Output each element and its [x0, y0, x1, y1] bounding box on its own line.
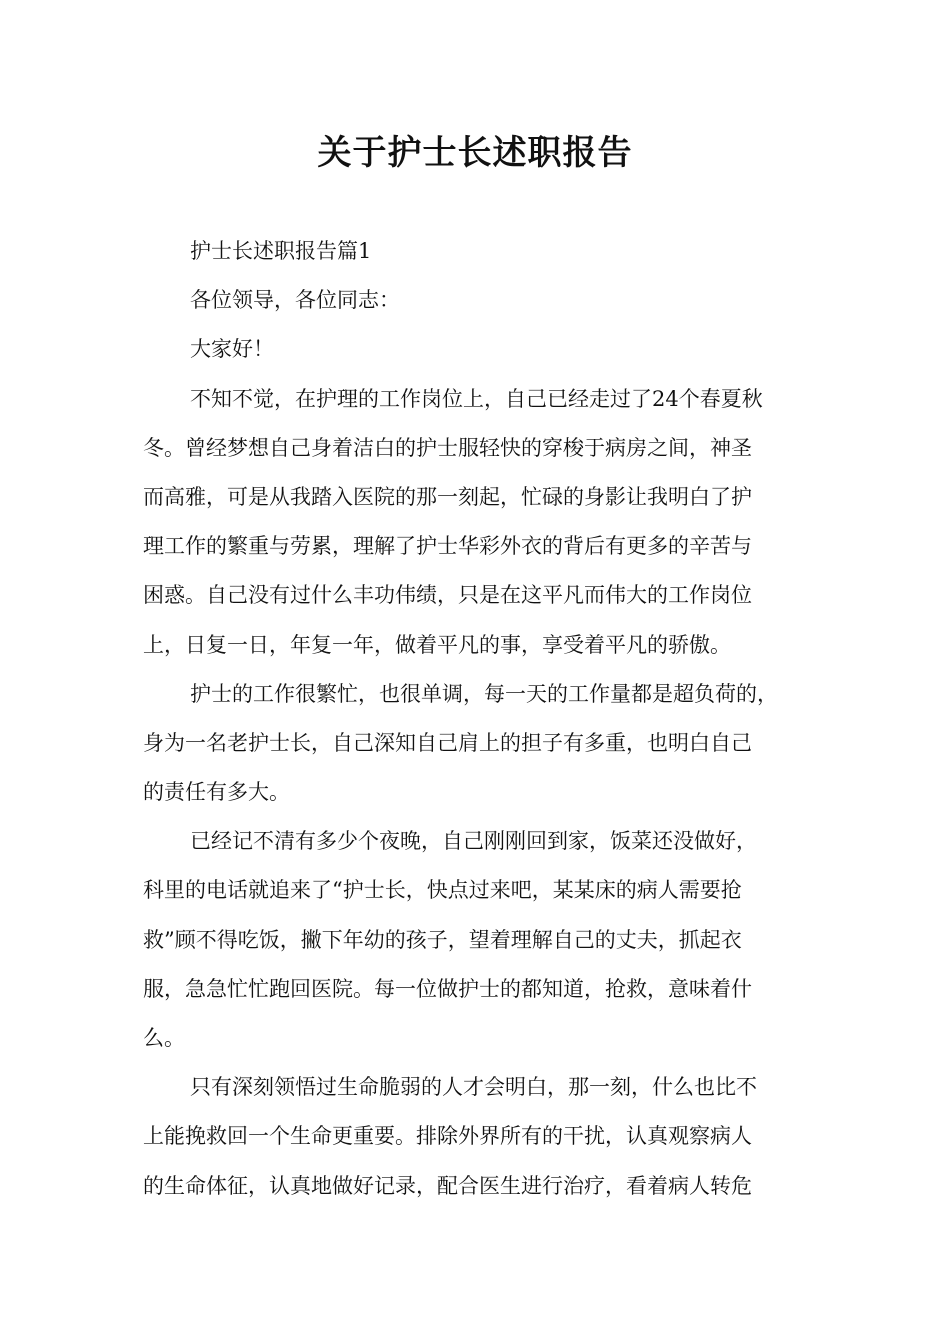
text-line: 大家好！ — [190, 337, 274, 362]
text-line: 护士长述职报告篇1 — [190, 239, 372, 263]
text-line: 的生命体征，认真地做好记录，配合医生进行治疗，看着病人转危 — [143, 1173, 752, 1198]
text-line: 救”顾不得吃饭，撇下年幼的孩子，望着理解自己的丈夫，抓起衣 — [143, 927, 742, 952]
text-line: 上，日复一日，年复一年，做着平凡的事，享受着平凡的骄傲。 — [143, 632, 731, 657]
text-line: 冬。曾经梦想自己身着洁白的护士服轻快的穿梭于病房之间，神圣 — [143, 435, 752, 460]
text-line: 上能挽救回一个生命更重要。排除外界所有的干扰，认真观察病人 — [143, 1124, 752, 1149]
document-body — [143, 227, 828, 1211]
text-line: 理工作的繁重与劳累，理解了护士华彩外衣的背后有更多的辛苦与 — [143, 534, 752, 559]
text-line: 只有深刻领悟过生命脆弱的人才会明白，那一刻，什么也比不 — [190, 1075, 757, 1100]
text-line: 护士的工作很繁忙，也很单调，每一天的工作量都是超负荷的， — [190, 681, 778, 706]
text-line: 科里的电话就追来了“护士长，快点过来吧，某某床的病人需要抢 — [143, 878, 742, 903]
text-line: 已经记不清有多少个夜晚，自己刚刚回到家，饭菜还没做好， — [190, 829, 757, 854]
text-line: 各位领导，各位同志： — [190, 288, 400, 313]
text-line: 身为一名老护士长，自己深知自己肩上的担子有多重，也明白自己 — [143, 730, 752, 755]
text-line: 困惑。自己没有过什么丰功伟绩，只是在这平凡而伟大的工作岗位 — [143, 583, 752, 608]
text-line: 么。 — [143, 1026, 185, 1050]
text-line: 的责任有多大。 — [143, 780, 290, 805]
text-line: 不知不觉，在护理的工作岗位上，自己已经走过了24个春夏秋 — [190, 386, 763, 411]
document-title: 关于护士长述职报告 — [317, 133, 633, 173]
text-line: 而高雅，可是从我踏入医院的那一刻起，忙碌的身影让我明白了护 — [143, 484, 752, 509]
text-line: 服，急急忙忙跑回医院。每一位做护士的都知道，抢救，意味着什 — [143, 976, 752, 1001]
